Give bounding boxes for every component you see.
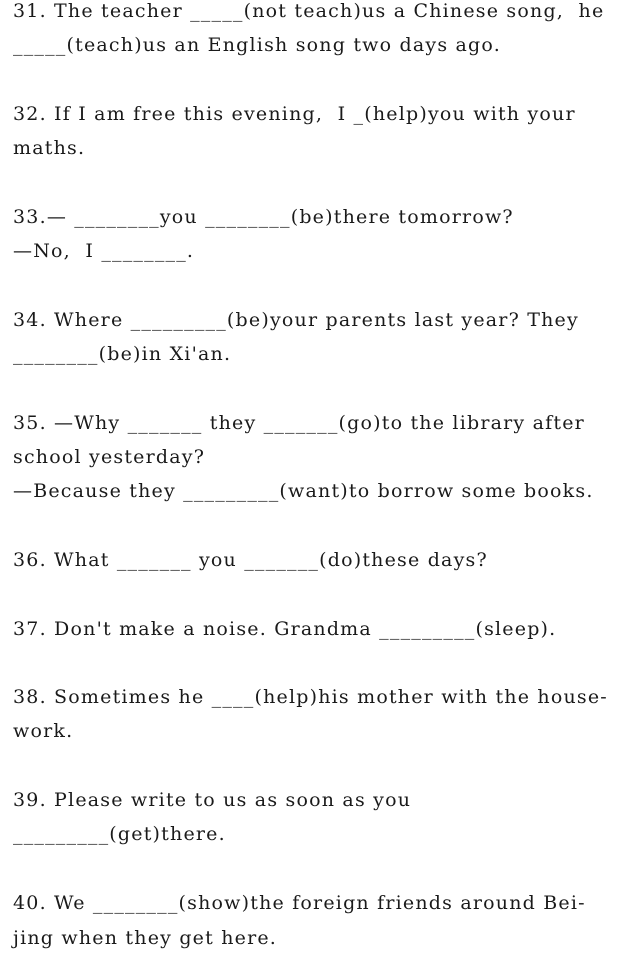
- exercise-37-line-1: 37. Don't make a noise. Grandma _________(sleep).: [13, 618, 557, 640]
- exercise-31-line-1: 31. The teacher _____(not teach)us a Chinese song, he: [13, 0, 605, 22]
- exercise-34-line-1: 34. Where _________(be)your parents last year? They: [13, 309, 579, 331]
- exercise-32-line-2: maths.: [13, 137, 86, 159]
- exercise-35-line-3: —Because they _________(want)to borrow some books.: [13, 480, 594, 502]
- exercise-36-line-1: 36. What _______ you _______(do)these days?: [13, 549, 488, 571]
- exercise-39-line-1: 39. Please write to us as soon as you: [13, 789, 412, 811]
- exercise-33-line-2: —No, I ________.: [13, 240, 195, 262]
- exercise-35-line-1: 35. —Why _______ they _______(go)to the library after: [13, 412, 585, 434]
- exercise-34-line-2: ________(be)in Xi'an.: [13, 343, 232, 365]
- exercise-32-line-1: 32. If I am free this evening, I _(help)you with your: [13, 103, 576, 125]
- exercise-40-line-1: 40. We ________(show)the foreign friends around Bei-: [13, 892, 586, 914]
- exercise-31-line-2: _____(teach)us an English song two days ago.: [13, 34, 501, 56]
- exercise-33-line-1: 33.— ________you ________(be)there tomorrow?: [13, 206, 514, 228]
- exercise-38-line-2: work.: [13, 720, 74, 742]
- exercise-35-line-2: school yesterday?: [13, 446, 206, 468]
- exercise-40-line-2: jing when they get here.: [13, 927, 278, 949]
- exercise-39-line-2: _________(get)there.: [13, 823, 226, 845]
- exercise-38-line-1: 38. Sometimes he ____(help)his mother with the house-: [13, 686, 608, 708]
